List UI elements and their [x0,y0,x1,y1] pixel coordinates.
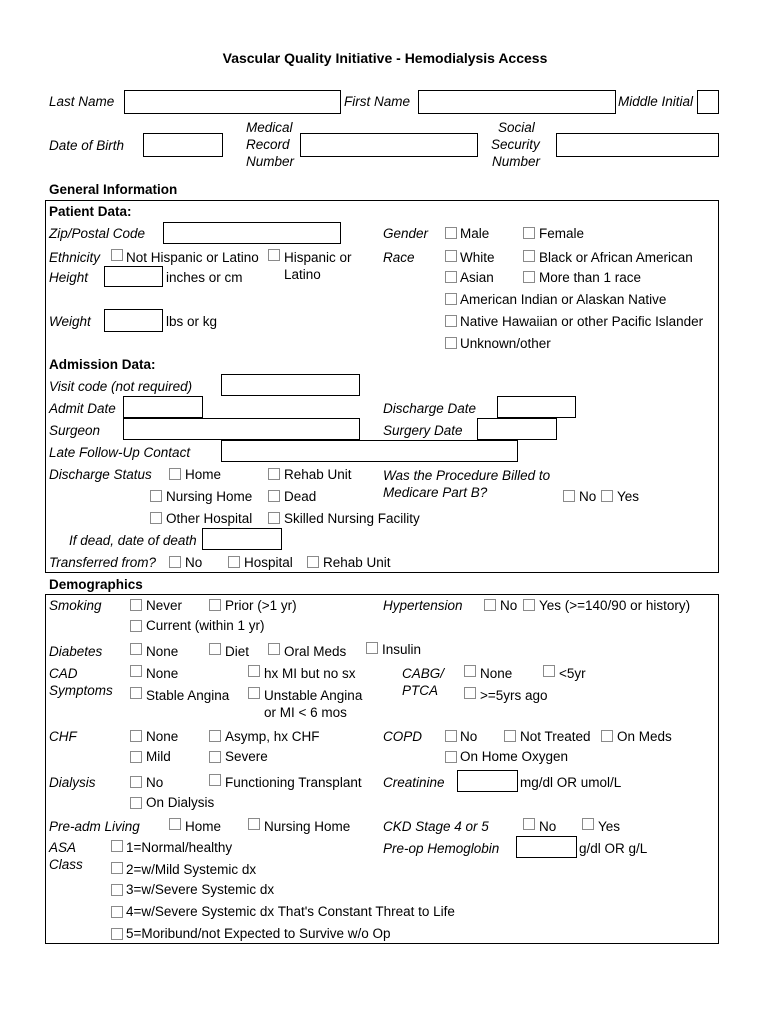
native-hawaiian-checkbox[interactable] [445,315,457,327]
dob-input[interactable] [143,133,223,157]
male-label: Male [460,226,490,241]
diabetes-diet-checkbox[interactable] [209,643,221,655]
cad-stable-angina-checkbox[interactable] [130,687,142,699]
preadm-living-label: Pre-adm Living [49,819,140,834]
discharge-other-hospital-checkbox[interactable] [150,512,162,524]
late-followup-input[interactable] [221,440,518,462]
creatinine-label: Creatinine [383,775,445,790]
form-title: Vascular Quality Initiative - Hemodialysis Access [222,50,548,66]
asa-4-checkbox[interactable] [111,906,123,918]
asa-3-checkbox[interactable] [111,884,123,896]
copd-not-treated-checkbox[interactable] [504,730,516,742]
race-label: Race [383,250,415,265]
date-of-death-label: If dead, date of death [69,533,197,548]
asa-2-checkbox[interactable] [111,862,123,874]
cad-unstable-label-1: Unstable Angina [264,688,363,703]
chf-mild-checkbox[interactable] [130,751,142,763]
copd-no-checkbox[interactable] [445,730,457,742]
surgeon-input[interactable] [123,418,360,440]
discharge-home-checkbox[interactable] [169,468,181,480]
htn-no-label: No [500,598,518,613]
surgery-date-label: Surgery Date [383,423,463,438]
female-label: Female [539,226,585,241]
ckd-label: CKD Stage 4 or 5 [383,819,489,834]
diabetes-oral-meds-label: Oral Meds [284,644,347,659]
asa-4-label: 4=w/Severe Systemic dx That's Constant Threat to Life [126,904,455,919]
mrn-label-1: Medical [246,120,293,135]
discharge-home-label: Home [185,467,222,482]
discharge-dead-label: Dead [284,489,317,504]
asa-3-label: 3=w/Severe Systemic dx [126,882,275,897]
middle-initial-input[interactable] [697,90,719,114]
diabetes-label: Diabetes [49,644,103,659]
billed-label-1: Was the Procedure Billed to [383,468,551,483]
preadm-nursing-home-label: Nursing Home [264,819,351,834]
cabg-ge5-checkbox[interactable] [464,687,476,699]
chf-severe-label: Severe [225,749,268,764]
height-unit: inches or cm [166,270,243,285]
htn-no-checkbox[interactable] [484,599,496,611]
american-indian-checkbox[interactable] [445,293,457,305]
cad-unstable-angina-checkbox[interactable] [248,687,260,699]
weight-label: Weight [49,314,91,329]
smoking-never-label: Never [146,598,183,613]
transferred-no-checkbox[interactable] [169,556,181,568]
diabetes-insulin-checkbox[interactable] [366,642,378,654]
asa-5-label: 5=Moribund/not Expected to Survive w/o Op [126,926,391,941]
discharge-rehab-label: Rehab Unit [284,467,352,482]
diabetes-diet-label: Diet [225,644,250,659]
cabg-ge5-label: >=5yrs ago [480,688,548,703]
zip-input[interactable] [163,222,341,244]
ckd-yes-checkbox[interactable] [582,818,594,830]
copd-label: COPD [383,729,423,744]
not-hispanic-label: Not Hispanic or Latino [126,250,259,265]
cabg-label-1: CABG/ [402,666,445,681]
asa-label-1: ASA [49,840,77,855]
asa-5-checkbox[interactable] [111,928,123,940]
hispanic-label-1: Hispanic or [284,250,352,265]
dialysis-transplant-checkbox[interactable] [209,774,221,786]
smoking-never-checkbox[interactable] [130,599,142,611]
middle-initial-label: Middle Initial [618,94,694,109]
chf-label: CHF [49,729,77,744]
cad-none-label: None [146,666,179,681]
late-followup-label: Late Follow-Up Contact [49,445,191,460]
ssn-label-3: Number [492,154,541,169]
dialysis-no-checkbox[interactable] [130,776,142,788]
cad-unstable-label-2: or MI < 6 mos [264,705,347,720]
dialysis-transplant-label: Functioning Transplant [225,775,362,790]
cad-label-2: Symptoms [49,683,113,698]
more-than-one-race-label: More than 1 race [539,270,642,285]
native-hawaiian-label: Native Hawaiian or other Pacific Islander [460,314,704,329]
dob-label: Date of Birth [49,138,125,153]
transferred-label: Transferred from? [49,555,157,570]
smoking-prior-label: Prior (>1 yr) [225,598,297,613]
htn-yes-checkbox[interactable] [523,599,535,611]
smoking-prior-checkbox[interactable] [209,599,221,611]
ethnicity-label: Ethnicity [49,250,101,265]
chf-severe-checkbox[interactable] [209,751,221,763]
diabetes-none-checkbox[interactable] [130,643,142,655]
surgery-date-input[interactable] [477,418,557,440]
american-indian-label: American Indian or Alaskan Native [460,292,667,307]
diabetes-none-label: None [146,644,179,659]
transferred-rehab-label: Rehab Unit [323,555,391,570]
discharge-other-hospital-label: Other Hospital [166,511,253,526]
last-name-label: Last Name [49,94,115,109]
billed-yes-label: Yes [617,489,640,504]
billed-yes-checkbox[interactable] [601,490,613,502]
hispanic-checkbox[interactable] [268,249,280,261]
cabg-lt5-checkbox[interactable] [543,665,555,677]
weight-unit: lbs or kg [166,314,218,329]
smoking-label: Smoking [49,598,102,613]
cad-none-checkbox[interactable] [130,665,142,677]
htn-yes-label: Yes (>=140/90 or history) [539,598,691,613]
weight-input[interactable] [104,309,163,332]
mrn-label-2: Record [246,137,290,152]
cad-hx-mi-checkbox[interactable] [248,665,260,677]
cad-label-1: CAD [49,666,78,681]
patient-data-heading: Patient Data: [49,204,132,219]
asian-label: Asian [460,270,494,285]
chf-mild-label: Mild [146,749,171,764]
on-dialysis-checkbox[interactable] [130,797,142,809]
hemoglobin-unit: g/dl OR g/L [579,841,648,856]
admit-date-label: Admit Date [49,401,116,416]
on-dialysis-label: On Dialysis [146,795,215,810]
asa-1-label: 1=Normal/healthy [126,840,233,855]
preadm-home-label: Home [185,819,222,834]
hispanic-label-2: Latino [284,267,321,282]
surgeon-label: Surgeon [49,423,101,438]
black-label: Black or African American [539,250,693,265]
general-info-heading: General Information [49,182,178,197]
discharge-nursing-home-label: Nursing Home [166,489,253,504]
ckd-no-label: No [539,819,557,834]
asian-checkbox[interactable] [445,271,457,283]
mrn-input[interactable] [300,133,478,157]
gender-label: Gender [383,226,429,241]
billed-no-checkbox[interactable] [563,490,575,502]
first-name-input[interactable] [418,90,616,114]
ssn-input[interactable] [556,133,719,157]
cabg-lt5-label: <5yr [559,666,586,681]
more-than-one-race-checkbox[interactable] [523,271,535,283]
discharge-status-label: Discharge Status [49,467,152,482]
unknown-race-label: Unknown/other [460,336,551,351]
creatinine-input[interactable] [457,770,518,792]
cabg-none-label: None [480,666,513,681]
smoking-current-checkbox[interactable] [130,620,142,632]
discharge-date-input[interactable] [497,396,576,418]
visit-code-label: Visit code (not required) [49,379,193,394]
asa-1-checkbox[interactable] [111,840,123,852]
copd-home-oxygen-checkbox[interactable] [445,751,457,763]
transferred-hospital-label: Hospital [244,555,293,570]
white-checkbox[interactable] [445,250,457,262]
unknown-race-checkbox[interactable] [445,337,457,349]
female-checkbox[interactable] [523,227,535,239]
height-input[interactable] [104,266,163,287]
white-label: White [460,250,495,265]
discharge-snf-checkbox[interactable] [268,512,280,524]
ssn-label-2: Security [491,137,540,152]
ckd-yes-label: Yes [598,819,621,834]
discharge-nursing-home-checkbox[interactable] [150,490,162,502]
asa-label-2: Class [49,857,83,872]
ckd-no-checkbox[interactable] [523,818,535,830]
copd-not-treated-label: Not Treated [520,729,591,744]
transferred-rehab-checkbox[interactable] [307,556,319,568]
first-name-label: First Name [344,94,411,109]
cabg-none-checkbox[interactable] [464,665,476,677]
discharge-snf-label: Skilled Nursing Facility [284,511,420,526]
chf-asymp-checkbox[interactable] [209,730,221,742]
visit-code-input[interactable] [221,374,360,396]
hemoglobin-input[interactable] [516,836,577,858]
discharge-dead-checkbox[interactable] [268,490,280,502]
transferred-no-label: No [185,555,203,570]
ssn-label-1: Social [498,120,535,135]
not-hispanic-checkbox[interactable] [111,249,123,261]
zip-label: Zip/Postal Code [49,226,146,241]
height-label: Height [49,270,89,285]
black-checkbox[interactable] [523,250,535,262]
admission-data-heading: Admission Data: [49,357,156,372]
transferred-hospital-checkbox[interactable] [228,556,240,568]
copd-on-meds-checkbox[interactable] [601,730,613,742]
copd-on-meds-label: On Meds [617,729,672,744]
hypertension-label: Hypertension [383,598,463,613]
date-of-death-input[interactable] [202,528,282,550]
copd-home-oxygen-label: On Home Oxygen [460,749,569,764]
chf-asymp-label: Asymp, hx CHF [225,729,320,744]
hemoglobin-label: Pre-op Hemoglobin [383,841,500,856]
dialysis-label: Dialysis [49,775,96,790]
diabetes-oral-meds-checkbox[interactable] [268,643,280,655]
preadm-nursing-home-checkbox[interactable] [248,818,260,830]
cad-stable-angina-label: Stable Angina [146,688,230,703]
cad-hx-mi-label: hx MI but no sx [264,666,356,681]
last-name-input[interactable] [124,90,341,114]
creatinine-unit: mg/dl OR umol/L [520,775,622,790]
chf-none-label: None [146,729,179,744]
admit-date-input[interactable] [123,396,203,418]
billed-no-label: No [579,489,597,504]
dialysis-no-label: No [146,775,164,790]
discharge-date-label: Discharge Date [383,401,477,416]
copd-no-label: No [460,729,478,744]
diabetes-insulin-label: Insulin [382,642,422,657]
cabg-label-2: PTCA [402,683,439,698]
smoking-current-label: Current (within 1 yr) [146,618,265,633]
demographics-heading: Demographics [49,577,143,592]
mrn-label-3: Number [246,154,295,169]
chf-none-checkbox[interactable] [130,730,142,742]
preadm-home-checkbox[interactable] [169,818,181,830]
asa-2-label: 2=w/Mild Systemic dx [126,862,257,877]
discharge-rehab-checkbox[interactable] [268,468,280,480]
male-checkbox[interactable] [445,227,457,239]
billed-label-2: Medicare Part B? [383,485,488,500]
